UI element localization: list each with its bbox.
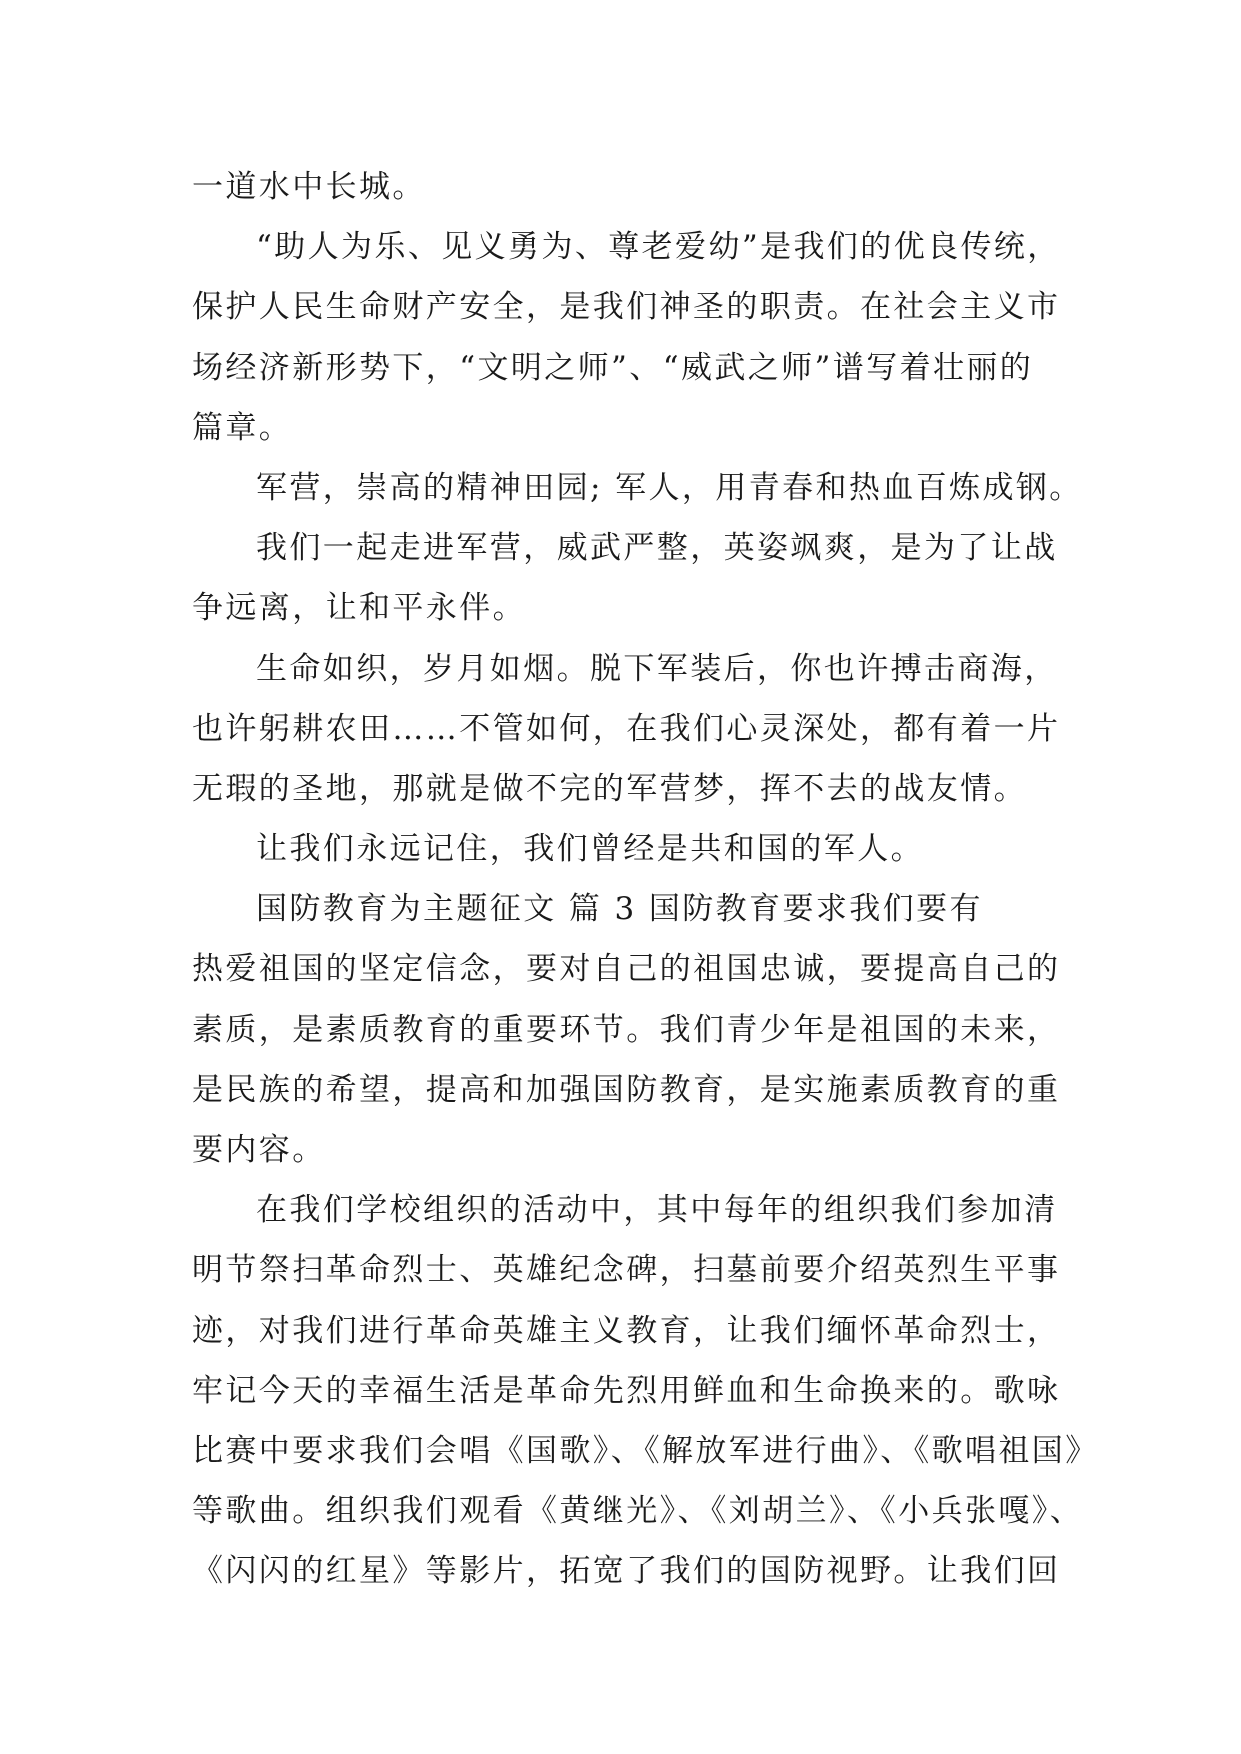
section-heading-line: 国防教育为主题征文 篇 3 国防教育要求我们要有 xyxy=(256,891,983,928)
text-line: 保护人民生命财产安全，是我们神圣的职责。在社会主义市 xyxy=(192,289,1061,326)
text-line: 篇章。 xyxy=(192,409,293,446)
text-line: 军营，崇高的精神田园; 军人，用青春和热血百炼成钢。 xyxy=(256,469,1083,506)
body-text xyxy=(192,157,1099,1602)
text-line: 在我们学校组织的活动中，其中每年的组织我们参加清 xyxy=(256,1192,1058,1229)
text-line: 比赛中要求我们会唱《国歌》、《解放军进行曲》、《歌唱祖国》 xyxy=(192,1432,1099,1469)
text-line: “助人为乐、见义勇为、尊老爱幼”是我们的优良传统， xyxy=(256,229,1061,266)
text-line: 无瑕的圣地，那就是做不完的军营梦，挥不去的战友情。 xyxy=(192,770,1027,807)
text-line: 等歌曲。组织我们观看《黄继光》、《刘胡兰》、《小兵张嘎》、 xyxy=(192,1493,1084,1530)
text-line: 牢记今天的幸福生活是革命先烈用鲜血和生命换来的。歌咏 xyxy=(192,1372,1061,1409)
text-line: 生命如织，岁月如烟。脱下军装后，你也许搏击商海， xyxy=(256,650,1058,687)
text-line: 让我们永远记住，我们曾经是共和国的军人。 xyxy=(256,831,924,868)
text-line: 《闪闪的红星》等影片，拓宽了我们的国防视野。让我们回 xyxy=(192,1553,1061,1590)
text-line: 素质，是素质教育的重要环节。我们青少年是祖国的未来， xyxy=(192,1011,1061,1048)
text-line: 争远离，让和平永伴。 xyxy=(192,590,526,627)
text-line: 我们一起走进军营，威武严整，英姿飒爽，是为了让战 xyxy=(256,530,1058,567)
text-line: 热爱祖国的坚定信念，要对自己的祖国忠诚，要提高自己的 xyxy=(192,951,1061,988)
text-line: 场经济新形势下，“文明之师”、“威武之师”谱写着壮丽的 xyxy=(192,349,1034,386)
text-line: 迹，对我们进行革命英雄主义教育，让我们缅怀革命烈士， xyxy=(192,1312,1061,1349)
text-line: 要内容。 xyxy=(192,1132,326,1168)
text-line: 也许躬耕农田……不管如何，在我们心灵深处，都有着一片 xyxy=(192,710,1061,747)
text-line: 明节祭扫革命烈士、英雄纪念碑，扫墓前要介绍英烈生平事 xyxy=(192,1252,1061,1289)
text-line: 是民族的希望，提高和加强国防教育，是实施素质教育的重 xyxy=(192,1071,1061,1108)
text-line: 一道水中长城。 xyxy=(192,169,426,205)
